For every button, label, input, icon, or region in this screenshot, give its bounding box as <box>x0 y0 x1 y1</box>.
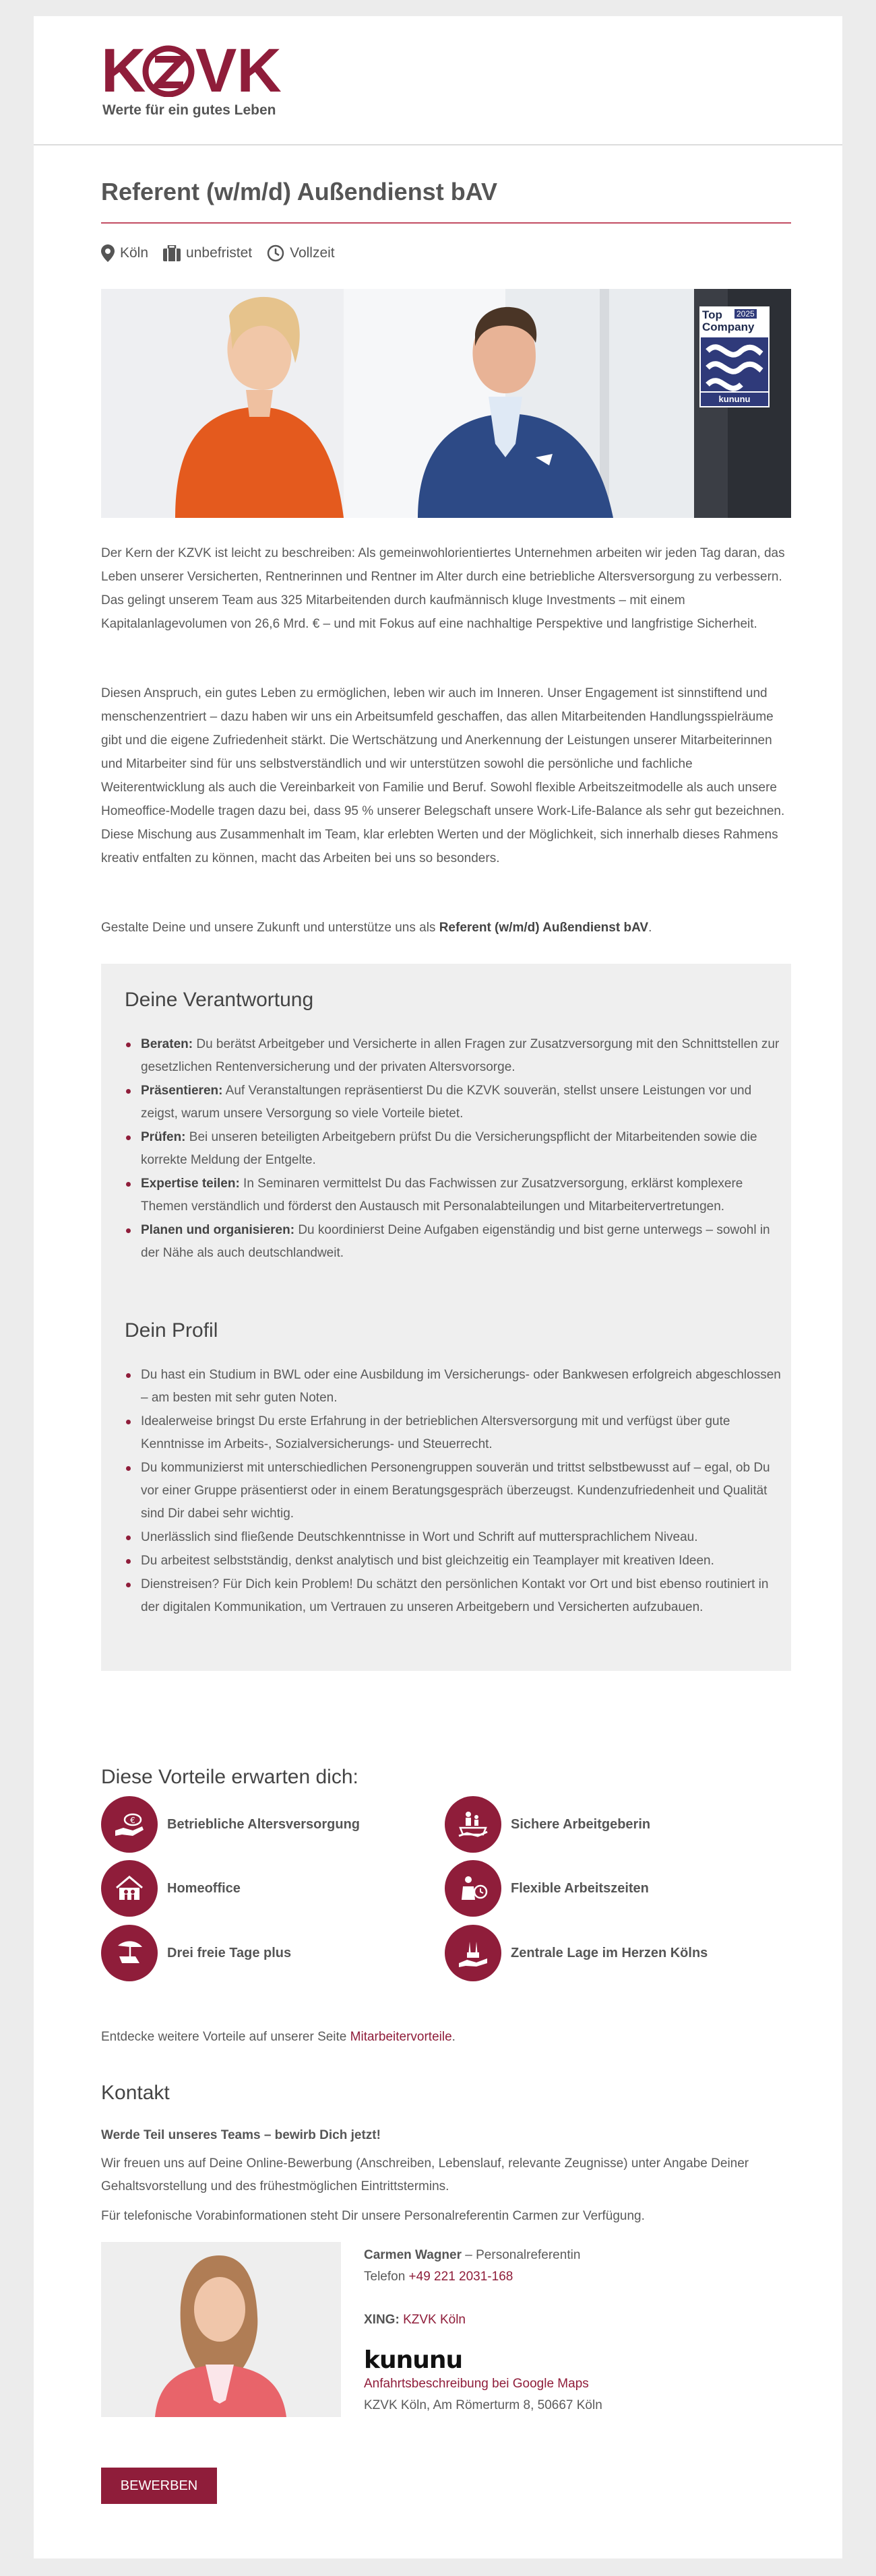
job-title: Referent (w/m/d) Außendienst bAV <box>101 178 498 205</box>
responsibilities-profile-box <box>101 964 791 1671</box>
contact-role: – Personalreferentin <box>462 2248 581 2262</box>
phone-link[interactable]: +49 221 2031-168 <box>408 2270 513 2284</box>
intro-3-prefix: Gestalte Deine und unsere Zukunft und unterstütze uns als <box>101 921 439 935</box>
hero-image <box>101 289 791 518</box>
responsibility-label: Expertise teilen: <box>141 1177 240 1191</box>
responsibilities-heading: Deine Verantwortung <box>125 989 314 1011</box>
job-meta <box>101 242 350 264</box>
benefit-label: Flexible Arbeitszeiten <box>511 1880 649 1896</box>
cathedral-hand-icon <box>445 1925 501 1981</box>
responsibility-item <box>141 1219 788 1265</box>
benefits-heading: Diese Vorteile erwarten dich: <box>101 1766 358 1788</box>
kununu-logo[interactable]: kununu <box>364 2346 463 2374</box>
profile-item: Unerlässlich sind fließende Deutschkenntnisse in Wort und Schrift auf muttersprachlichem Niveau. <box>141 1526 788 1549</box>
more-benefits-text <box>101 2030 456 2045</box>
profile-item: Du arbeitest selbstständig, denkst analytisch und bist gleichzeitig ein Teamplayer mit kreativen Ideen. <box>141 1550 788 1573</box>
location-text: Köln <box>120 245 149 261</box>
more-benefits-suffix: . <box>451 2030 456 2044</box>
responsibilities-list <box>125 1033 788 1265</box>
responsibility-label: Präsentieren: <box>141 1084 223 1098</box>
badge-title: Top Company <box>702 308 755 333</box>
badge-brand: kununu <box>701 393 768 406</box>
meta-hours <box>267 244 335 262</box>
benefit-label: Zentrale Lage im Herzen Kölns <box>511 1945 708 1960</box>
logo-tagline: Werte für ein gutes Leben <box>102 102 276 118</box>
intro-paragraph-1: Der Kern der KZVK ist leicht zu beschreiben: Als gemeinwohlorientiertes Unternehmen arbeiten wir jeden Tag daran, das Leben unserer Versicherten, Rentnerinnen und Rentner im Alter durch eine betriebliche Altersversorgung zu verbessern. Das gelingt unserem Team aus 325 Mitarbeitenden durch kaufmännisch kluge Investments – mit einem Kapitalanlagevolumen von 26,6 Mrd. € – und mit Fokus auf eine nachhaltige Perspektive und langfristige Sicherheit. <box>101 546 785 631</box>
xing-line <box>364 2313 466 2327</box>
contact-name-line <box>364 2248 580 2263</box>
responsibility-text: Du berätst Arbeitgeber und Versicherte in allen Fragen zur Zusatzversorgung mit den Schnittstellen zur gesetzlichen Rentenversicherung und der privaten Altersvorsorge. <box>141 1037 780 1074</box>
svg-text:K: K <box>101 43 146 97</box>
contact-heading: Kontakt <box>101 2082 170 2104</box>
badge-wave-icon <box>701 337 768 391</box>
xing-link[interactable]: KZVK Köln <box>403 2313 466 2327</box>
address-text: KZVK Köln, Am Römerturm 8, 50667 Köln <box>364 2398 602 2412</box>
contact-application-text: Wir freuen uns auf Deine Online-Bewerbung (Anschreiben, Lebenslauf, relevante Zeugnisse) unter Angabe Deiner Gehaltsvorstellung und des frühestmöglichen Eintrittstermins. <box>101 2156 749 2193</box>
responsibility-item <box>141 1173 788 1218</box>
xing-label: XING: <box>364 2313 400 2327</box>
profile-item: Du kommunizierst mit unterschiedlichen Personengruppen souverän und trittst selbstbewusst auf – egal, ob Du vor einer Gruppe präsentierst oder in einem Beratungsgespräch überzeugst. Kundenzufriedenheit und Qualität sind Dir dabei sehr wichtig. <box>141 1457 788 1525</box>
intro-paragraph-3 <box>101 916 791 939</box>
responsibility-text: Auf Veranstaltungen repräsentierst Du die KZVK souverän, stellst unsere Leistungen vor und zeigst, warum unsere Versorgung so viele Vorteile bietet. <box>141 1084 752 1121</box>
team-photo <box>101 289 791 518</box>
briefcase-icon <box>163 245 181 261</box>
benefit-label: Sichere Arbeitgeberin <box>511 1816 651 1832</box>
meta-location <box>101 244 148 262</box>
beach-chair-icon <box>101 1925 158 1981</box>
responsibility-label: Planen und organisieren: <box>141 1223 295 1237</box>
kzvk-wordmark <box>101 43 283 97</box>
contact-phone-info-text: Für telefonische Vorabinformationen steht Dir unsere Personalreferentin Carmen zur Verfügung. <box>101 2209 645 2223</box>
hours-text: Vollzeit <box>290 245 335 261</box>
contact-phone-line <box>364 2270 513 2284</box>
google-maps-link[interactable]: Anfahrtsbeschreibung bei Google Maps <box>364 2377 589 2391</box>
profile-item: Idealerweise bringst Du erste Erfahrung in der betrieblichen Altersversorgung mit und verfügst über gute Kenntnisse im Arbeits-, Sozialversicherungs- und Steuerrecht. <box>141 1410 788 1456</box>
profile-list <box>125 1364 788 1620</box>
benefit-item <box>101 1925 291 1981</box>
profile-item: Du hast ein Studium in BWL oder eine Ausbildung im Versicherungs- oder Bankwesen erfolgreich abgeschlossen – am besten mit sehr guten Noten. <box>141 1364 788 1410</box>
clock-icon <box>267 244 284 262</box>
site-header <box>34 16 842 145</box>
employee-benefits-link[interactable]: Mitarbeitervorteile <box>350 2030 452 2044</box>
person-clock-icon <box>445 1860 501 1917</box>
title-divider <box>101 222 791 224</box>
maps-line <box>364 2377 589 2391</box>
money-hand-icon <box>101 1796 158 1853</box>
profile-heading: Dein Profil <box>125 1319 218 1342</box>
home-people-icon <box>101 1860 158 1917</box>
badge-year: 2025 <box>734 309 757 319</box>
responsibility-item <box>141 1033 788 1079</box>
contact-person-photo <box>101 2242 341 2417</box>
benefit-label: Homeoffice <box>167 1880 241 1896</box>
benefit-item <box>101 1860 241 1917</box>
responsibility-label: Beraten: <box>141 1037 193 1051</box>
meta-contract <box>163 245 252 261</box>
location-pin-icon <box>101 244 115 262</box>
phone-label: Telefon <box>364 2270 409 2284</box>
responsibility-label: Prüfen: <box>141 1130 186 1144</box>
responsibility-text: Du koordinierst Deine Aufgaben eigenständig und bist gerne unterwegs – sowohl in der Nähe als auch deutschlandweit. <box>141 1223 770 1260</box>
benefit-item <box>445 1796 650 1853</box>
more-benefits-prefix: Entdecke weitere Vorteile auf unserer Seite <box>101 2030 350 2044</box>
benefit-item <box>445 1860 649 1917</box>
responsibility-item <box>141 1126 788 1172</box>
intro-3-suffix: . <box>648 921 652 935</box>
contact-name: Carmen Wagner <box>364 2248 462 2262</box>
benefit-label: Drei freie Tage plus <box>167 1945 292 1960</box>
benefit-item <box>101 1796 360 1853</box>
apply-button[interactable]: BEWERBEN <box>101 2468 217 2504</box>
responsibility-text: In Seminaren vermittelst Du das Fachwissen zur Zusatzversorgung, erklärst komplexere Themen verständlich und förderst den Austausch mit Personalabteilungen und Mitarbeitervertretungen. <box>141 1177 743 1214</box>
responsibility-text: Bei unseren beteiligten Arbeitgebern prüfst Du die Versicherungspflicht der Mitarbeitenden sowie die korrekte Meldung der Entgelte. <box>141 1130 757 1167</box>
benefit-label: Betriebliche Altersversorgung <box>167 1816 361 1832</box>
responsibility-item <box>141 1080 788 1125</box>
benefit-item <box>445 1925 708 1981</box>
contract-text: unbefristet <box>186 245 253 261</box>
family-protection-icon <box>445 1796 501 1853</box>
job-posting-page <box>34 16 842 2558</box>
svg-text:€: € <box>130 1816 135 1825</box>
kzvk-logo[interactable] <box>101 36 330 137</box>
svg-text:VK: VK <box>195 43 282 97</box>
contact-subheading: Werde Teil unseres Teams – bewirb Dich jetzt! <box>101 2128 381 2142</box>
profile-item: Dienstreisen? Für Dich kein Problem! Du schätzt den persönlichen Kontakt vor Ort und bist ebenso routiniert in der digitalen Kommunikation, um Vertrauen zu unseren Arbeitgebern und Versicherten aufzubauen. <box>141 1573 788 1619</box>
intro-paragraph-2: Diesen Anspruch, ein gutes Leben zu ermöglichen, leben wir auch im Inneren. Unser Engagement ist sinnstiftend und menschenzentriert – dazu haben wir uns ein Arbeitsumfeld geschaffen, das allen Mitarbeitenden Handlungsspielräume gibt und die eigene Zufriedenheit stärkt. Die Wertschätzung und Anerkennung der Leistungen unserer Mitarbeiterinnen und Mitarbeiter sind für uns selbstverständlich und wir unterstützen sowohl die persönliche und fachliche Weiterentwicklung als auch die Vereinbarkeit von Familie und Beruf. Sowohl flexible Arbeitszeitmodelle als auch unsere Homeoffice-Modelle tragen dazu bei, dass 95 % unserer Belegschaft unsere Work-Life-Balance als sehr gut bezeichnen. Diese Mischung aus Zusammenhalt im Team, klar erlebten Werten und der Möglichkeit, sich innerhalb dieses Rahmens kreativ entfalten zu können, macht das Arbeiten bei uns so besonders. <box>101 686 785 865</box>
top-company-badge <box>699 306 770 407</box>
intro-3-title: Referent (w/m/d) Außendienst bAV <box>439 921 649 935</box>
